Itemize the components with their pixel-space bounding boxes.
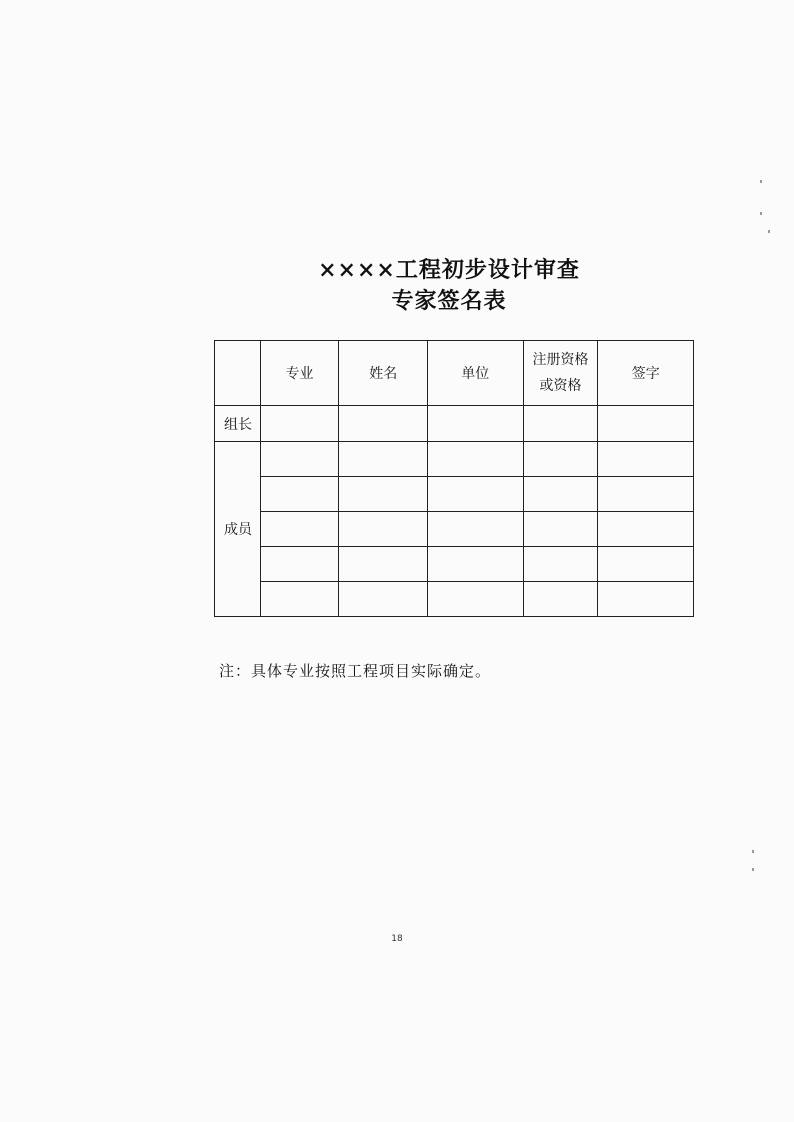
header-name: 姓名 [339, 341, 428, 406]
table-cell [260, 547, 339, 582]
table-cell [339, 442, 428, 477]
table-row-member [215, 547, 694, 582]
table-cell [339, 547, 428, 582]
table-header-row [215, 341, 694, 406]
header-organization: 单位 [428, 341, 524, 406]
table-cell [523, 582, 598, 617]
scan-speck [760, 212, 762, 215]
table-cell [598, 477, 694, 512]
table-cell [428, 512, 524, 547]
table-cell [523, 442, 598, 477]
table-cell [523, 512, 598, 547]
scan-speck [768, 230, 770, 233]
scan-speck [752, 850, 754, 853]
table-cell [339, 406, 428, 442]
table-cell [598, 406, 694, 442]
table-cell [523, 547, 598, 582]
table-row-member [215, 512, 694, 547]
table-cell [523, 477, 598, 512]
table-row-member [215, 442, 694, 477]
page-number: 18 [391, 934, 403, 944]
header-signature: 签字 [598, 341, 694, 406]
table-cell [428, 582, 524, 617]
scan-speck [760, 180, 762, 183]
document-title: ××××工程初步设计审查 [318, 257, 580, 283]
document-subtitle: 专家签名表 [391, 288, 507, 314]
table-cell [523, 406, 598, 442]
table-cell [428, 442, 524, 477]
table-cell [339, 512, 428, 547]
table-cell [260, 582, 339, 617]
header-qualification-line1: 注册资格 [532, 352, 589, 368]
table-row-member [215, 477, 694, 512]
table-cell [260, 406, 339, 442]
table-cell [598, 547, 694, 582]
table-row-leader [215, 406, 694, 442]
header-qualification-line2: 或资格 [539, 378, 582, 394]
header-specialty: 专业 [260, 341, 339, 406]
table-cell [598, 442, 694, 477]
table-cell [428, 477, 524, 512]
expert-signature-table [214, 340, 694, 617]
table-cell [428, 406, 524, 442]
table-cell [598, 512, 694, 547]
table-cell [260, 477, 339, 512]
scan-speck [752, 868, 754, 871]
table-cell [428, 547, 524, 582]
table-row-member [215, 582, 694, 617]
table-cell [260, 512, 339, 547]
header-blank-cell [215, 341, 261, 406]
footnote: 注：具体专业按照工程项目实际确定。 [219, 662, 492, 680]
table-cell [339, 477, 428, 512]
leader-label: 组长 [215, 406, 261, 442]
table-cell [260, 442, 339, 477]
header-qualification [523, 341, 598, 406]
members-label: 成员 [215, 442, 261, 617]
table-cell [598, 582, 694, 617]
table-cell [339, 582, 428, 617]
